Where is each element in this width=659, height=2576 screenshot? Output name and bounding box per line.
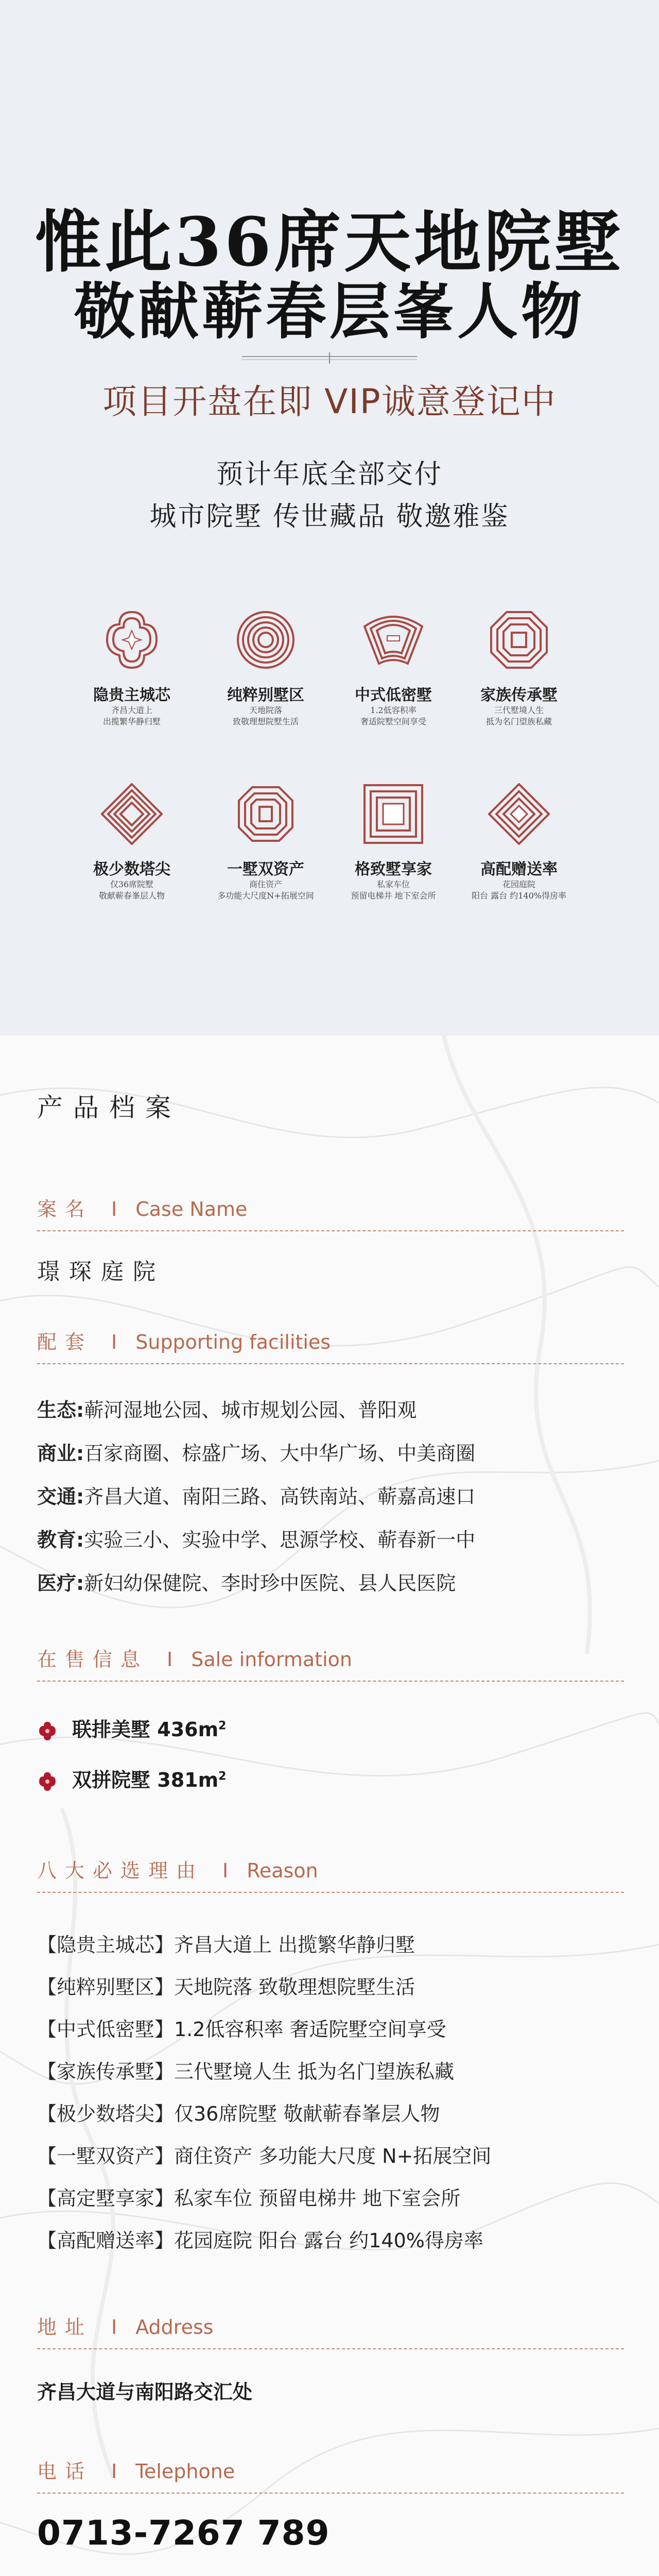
feature-title: 格致墅享家 [355,860,432,878]
feature-card [60,783,204,902]
feature-card [194,609,338,727]
title-divider [242,350,417,366]
feature-title: 一墅双资产 [227,860,304,878]
feature-card [321,783,465,902]
reason-item: 【高配赠送率】花园庭院 阳台 露台 约140%得房率 [37,2229,483,2252]
hero-title-line1: 惟此36席天地院墅 [34,202,625,281]
feature-desc: 1.2低容积率 [370,705,417,715]
hero-slogan: 项目开盘在即 VIP诚意登记中 [102,382,557,421]
feature-title: 纯粹别墅区 [227,686,304,704]
case-name-value: 璟琛庭院 [37,1259,165,1285]
facility-row: 教育:实验三小、实验中学、思源学校、蕲春新一中 [37,1529,476,1551]
address-value: 齐昌大道与南阳路交汇处 [37,2381,253,2403]
reason-item: 【纯粹别墅区】天地院落 致敬理想院墅生活 [37,1976,415,1998]
reason-item: 【家族传承墅】三代墅境人生 抵为名门望族私藏 [37,2060,455,2083]
facility-row: 交通:齐昌大道、南阳三路、高铁南站、蕲嘉高速口 [37,1485,476,1508]
feature-card [321,609,465,727]
fan-icon [362,609,424,671]
hero-subtitle-1: 预计年底全部交付 [216,459,443,490]
feature-desc: 商住资产 [249,879,282,889]
case-name-header: 案名 I Case Name [37,1198,248,1221]
lattice-octagon-icon [488,609,550,671]
feature-title: 隐贵主城芯 [93,686,170,704]
feature-title: 家族传承墅 [480,686,558,704]
feature-desc: 出揽繁华静归墅 [102,717,161,726]
lattice-diamond-icon [101,783,163,845]
section-heading: 产品档案 [37,1093,181,1123]
lattice-hexagon-icon [235,783,297,845]
lattice-square-icon [362,783,424,845]
feature-card [60,609,204,727]
feature-desc: 敬献蕲春峯层人物 [98,891,165,901]
feature-desc: 抵为名门望族私藏 [485,717,552,726]
reason-item: 【一墅双资产】商住资产 多功能大尺度 N+拓展空间 [37,2145,492,2167]
feature-desc: 仅36席院墅 [110,879,154,889]
feature-desc: 阳台 露台 约140%得房率 [472,891,566,901]
telephone-number[interactable]: 0713-7267 789 [37,2513,330,2553]
dashed-divider [37,1681,624,1682]
sale-header: 在售信息 I Sale information [37,1648,352,1671]
lattice-rhombus-icon [488,783,550,845]
facility-row: 商业:百家商圈、棕盛广场、大中华广场、中美商圈 [37,1442,476,1465]
address-header: 地址 I Address [37,2316,214,2338]
dashed-divider [37,2348,624,2349]
reason-item: 【隐贵主城芯】齐昌大道上 出揽繁华静归墅 [37,1934,415,1956]
feature-title: 高配赠送率 [480,860,558,878]
feature-card [194,783,338,902]
feature-desc: 私家车位 [376,879,410,889]
feature-desc: 花园庭院 [502,879,535,889]
hero-subtitle-2: 城市院墅 传世藏品 敬邀雅鉴 [149,501,510,532]
feature-card [447,609,591,727]
dashed-divider [37,1363,624,1364]
lattice-flower-icon [101,609,163,671]
feature-desc: 奢适院墅空间享受 [360,717,426,726]
dashed-divider [37,1230,624,1231]
telephone-header: 电话 I Telephone [37,2460,235,2483]
reason-item: 【高定墅享家】私家车位 预留电梯井 地下室会所 [37,2187,461,2210]
reason-item: 【中式低密墅】1.2低容积率 奢适院墅空间享受 [37,2018,446,2041]
feature-title: 极少数塔尖 [93,860,170,878]
feature-desc: 致敬理想院墅生活 [232,717,299,726]
flower-icon [37,1771,58,1792]
feature-desc: 多功能大尺度N+拓展空间 [217,891,314,901]
flower-icon [37,1721,58,1741]
sale-item: 联排美墅 $436m^2$ [37,1714,226,1742]
hero-panel [0,0,659,1036]
sale-item: 双拼院墅 $381m^2$ [37,1764,226,1792]
dashed-divider [37,2493,624,2494]
feature-title: 中式低密墅 [355,686,432,704]
dashed-divider [37,1892,624,1893]
hero-title-line2: 敬献蕲春层峯人物 [74,276,585,347]
feature-desc: 天地院落 [249,705,282,715]
facilities-header: 配套 I Supporting facilities [37,1331,331,1353]
feature-desc: 三代墅境人生 [494,705,544,715]
feature-desc: 预留电梯井 地下室会所 [351,891,436,901]
feature-desc: 齐昌大道上 [111,705,152,715]
facility-row: 生态:蕲河湿地公园、城市规划公园、普阳观 [37,1399,417,1421]
feature-card [447,783,591,902]
reason-item: 【极少数塔尖】仅36席院墅 敬献蕲春峯层人物 [37,2103,440,2125]
reason-header: 八大必选理由 I Reason [37,1859,318,1882]
facility-row: 医疗:新妇幼保健院、李时珍中医院、县人民医院 [37,1572,456,1595]
concentric-circle-icon [235,609,297,671]
